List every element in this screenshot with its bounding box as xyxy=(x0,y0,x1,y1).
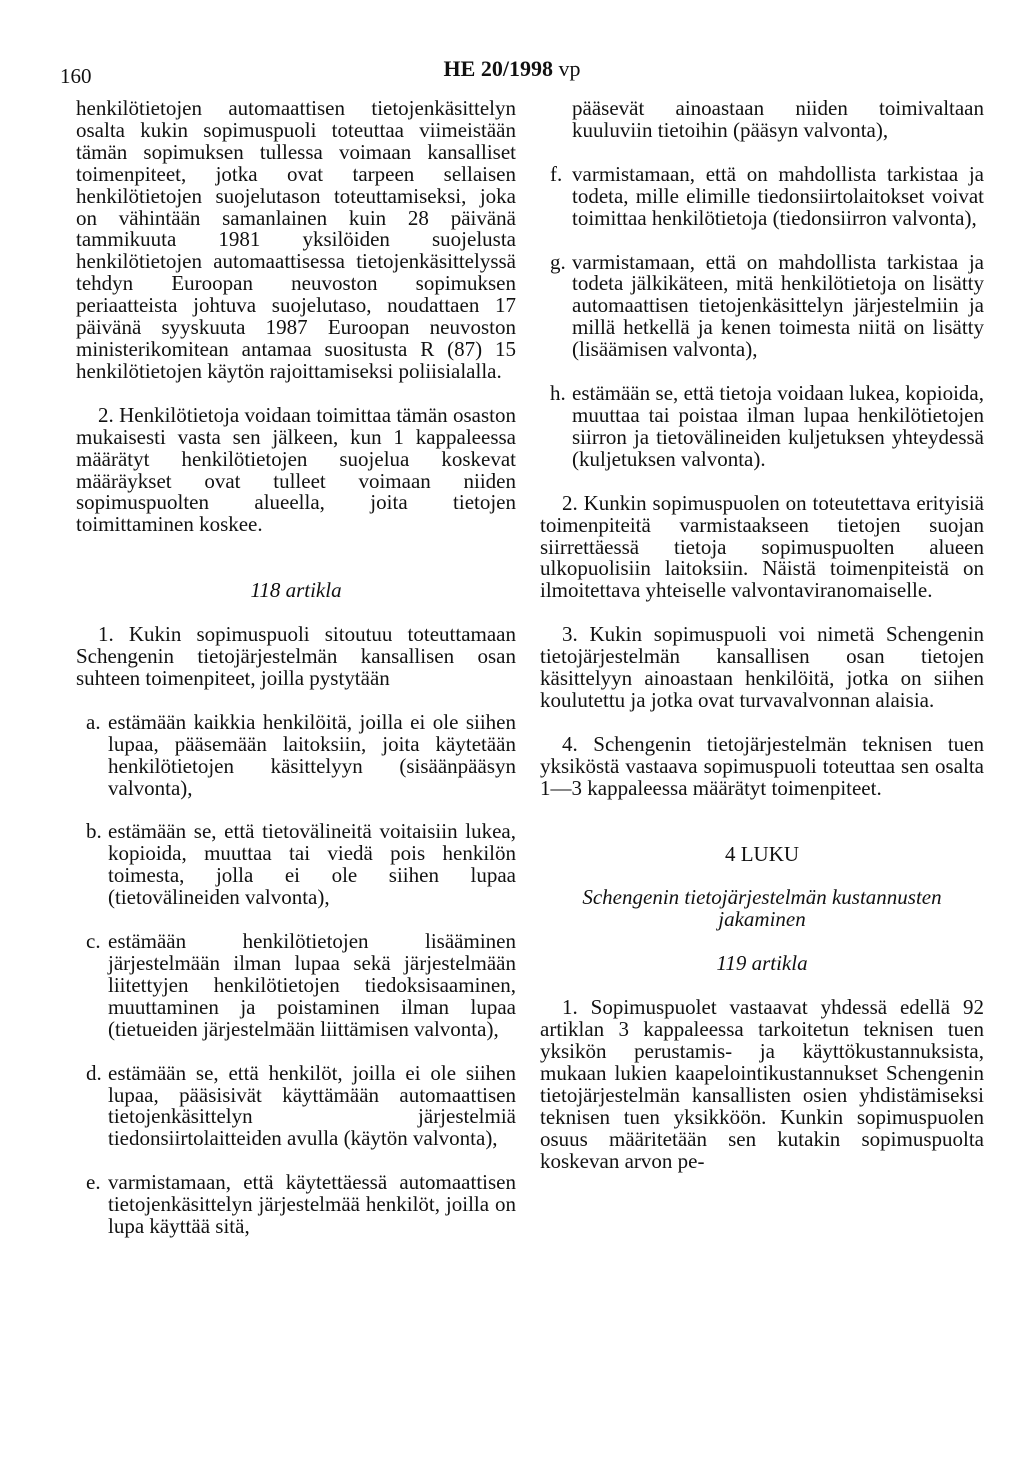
list-letter: g. xyxy=(550,249,566,274)
paragraph-119-1: 1. Sopimuspuolet vastaavat yhdessä edellä 92 artiklan 3 kappaleessa tarkoitetun teknisen tuen yksikön perustamis- ja käyttökustannuksista, mukaan lukien kaapelointikustannukset Schengenin tietojärjestelmän kansallisten osien yhdistämiseksi teknisen tuen yksikköön. Kunkin sopimuspuolen osuus määritetään sen kutakin sopimuspuolta koskevan arvon pe- xyxy=(540,995,984,1173)
document-title: HE 20/1998 xyxy=(443,56,553,81)
page-number: 160 xyxy=(60,64,92,88)
list-item-f xyxy=(540,161,984,230)
chapter-title: Schengenin tietojärjestelmän kustannusten jakaminen xyxy=(582,885,942,932)
list-item-e-continued xyxy=(540,98,984,142)
list-letter: f. xyxy=(550,161,563,186)
list-letter: h. xyxy=(550,381,566,406)
list-item-c xyxy=(76,931,516,1041)
chapter-heading: 4 LUKU xyxy=(724,841,800,866)
list-text: estämään kaikkia henkilöitä, joilla ei ole siihen lupaa, pääsemään laitoksiin, joita käytetään henkilötietojen käsittelyyn (sisäänpääsyn valvonta), xyxy=(108,709,516,800)
document-title-suffix: vp xyxy=(558,56,581,81)
list-letter: b. xyxy=(86,819,102,844)
right-column xyxy=(540,98,984,1172)
list-item-e xyxy=(76,1172,516,1238)
list-item-b xyxy=(76,821,516,909)
paragraph-2: 2. Henkilötietoja voidaan toimittaa tämän osaston mukaisesti vasta sen jälkeen, kun 1 kappaleessa määrätyt henkilötietojen suojelua koskevat määräykset ovat tulleet voimaan niiden sopimuspuolten alueella, joita tietojen toimittaminen koskee. xyxy=(76,402,516,537)
list-item-a xyxy=(76,709,516,800)
paragraph-118-2: 2. Kunkin sopimuspuolen on toteutettava erityisiä toimenpiteitä varmistaakseen tietojen suojan siirrettäessä tietoja sopimuspuolten alueen ulkopuolisiin laitoksiin. Näistä toimenpiteistä on ilmoitettava yhteiselle valvontaviranomaiselle. xyxy=(540,490,984,603)
list-item-h xyxy=(540,383,984,471)
paragraph-118-4: 4. Schengenin tietojärjestelmän teknisen tuen yksiköstä vastaava sopimuspuoli toteuttaa sen osalta 1—3 kappaleessa määrätyt toimenpiteet. xyxy=(540,731,984,800)
list-text: varmistamaan, että on mahdollista tarkistaa ja todeta jälkikäteen, mitä henkilötietoja on lisätty automaattisen tietojenkäsittelyn järjestelmiin ja millä hetkellä ja kenen toimesta niitä on lisätty (lisäämisen valvonta), xyxy=(572,249,984,362)
list-text: varmistamaan, että on mahdollista tarkistaa ja todeta, mille elimille tiedonsiirtolaitokset voivat toimittaa henkilötietoja (tiedonsiirron valvonta), xyxy=(572,161,984,230)
list-text: estämään henkilötietojen lisääminen järjestelmään ilman lupaa sekä järjestelmään liitettyjen henkilötietojen tiedoksisaaminen, muuttaminen ja poistaminen ilman lupaa (tietueiden järjestelmään liittämisen valvonta), xyxy=(108,929,516,1041)
paragraph-118-3: 3. Kukin sopimuspuoli voi nimetä Schengenin tietojärjestelmän kansallisen osan tietojen käsittelyyn ainoastaan henkilöitä, jotka on siihen koulutettu ja jotka ovat turvavalvonnan alaisia. xyxy=(540,622,984,712)
list-text: pääsevät ainoastaan niiden toimivaltaan kuuluviin tietoihin (pääsyn valvonta), xyxy=(572,96,984,142)
article-heading-118: 118 artikla xyxy=(250,578,342,603)
list-item-d xyxy=(76,1060,516,1151)
list-text: estämään se, että tietoja voidaan lukea, kopioida, muuttaa tai poistaa ilman lupaa henkilötietojen siirron ja tietovälineiden kuljetuksen yhteydessä (kuljetuksen valvonta). xyxy=(572,381,984,471)
list-letter: c. xyxy=(86,929,101,954)
paragraph-continued: henkilötietojen automaattisen tietojenkäsittelyn osalta kukin sopimuspuoli toteuttaa viimeistään tämän sopimuksen tullessa voimaan kansalliset toimenpiteet, jotka ovat tarpeen sellaisen henkilötietojen suojelutason toteuttamiseksi, joka on vähintään samanlainen kuin 28 päivänä tammikuuta 1981 yksilöiden suojelusta henkilötietojen automaattisessa tietojenkäsittelyssä tehdyn Euroopan neuvoston sopimuksen periaatteista johtuva suojelutaso, noudattaen 17 päivänä syyskuuta 1987 Euroopan neuvoston ministerikomitean antamaa suositusta R (87) 15 henkilötietojen käytön rajoittamiseksi poliisialalla. xyxy=(76,96,516,383)
list-item-g xyxy=(540,249,984,362)
list-letter: a. xyxy=(86,709,101,734)
paragraph-118-1: 1. Kukin sopimuspuoli sitoutuu toteuttamaan Schengenin tietojärjestelmän kansallisen osan suhteen toimenpiteet, joilla pystytään xyxy=(76,622,516,690)
list-letter: e. xyxy=(86,1170,101,1195)
list-text: estämään se, että henkilöt, joilla ei ole siihen lupaa, pääsisivät käyttämään automaattisen tietojenkäsittelyn järjestelmiä tiedonsiirtolaitteiden avulla (käytön valvonta), xyxy=(108,1060,516,1151)
left-column xyxy=(76,98,516,1238)
list-letter: d. xyxy=(86,1060,102,1085)
running-header xyxy=(0,56,1024,82)
list-text: varmistamaan, että käytettäessä automaattisen tietojenkäsittelyn järjestelmää henkilöt, joilla on lupa käyttää sitä, xyxy=(108,1170,516,1239)
article-heading-119: 119 artikla xyxy=(716,951,808,976)
list-text: estämään se, että tietovälineitä voitaisiin lukea, kopioida, muuttaa tai viedä pois henkilön toimesta, jolla ei ole siihen lupaa (tietovälineiden valvonta), xyxy=(108,819,516,910)
